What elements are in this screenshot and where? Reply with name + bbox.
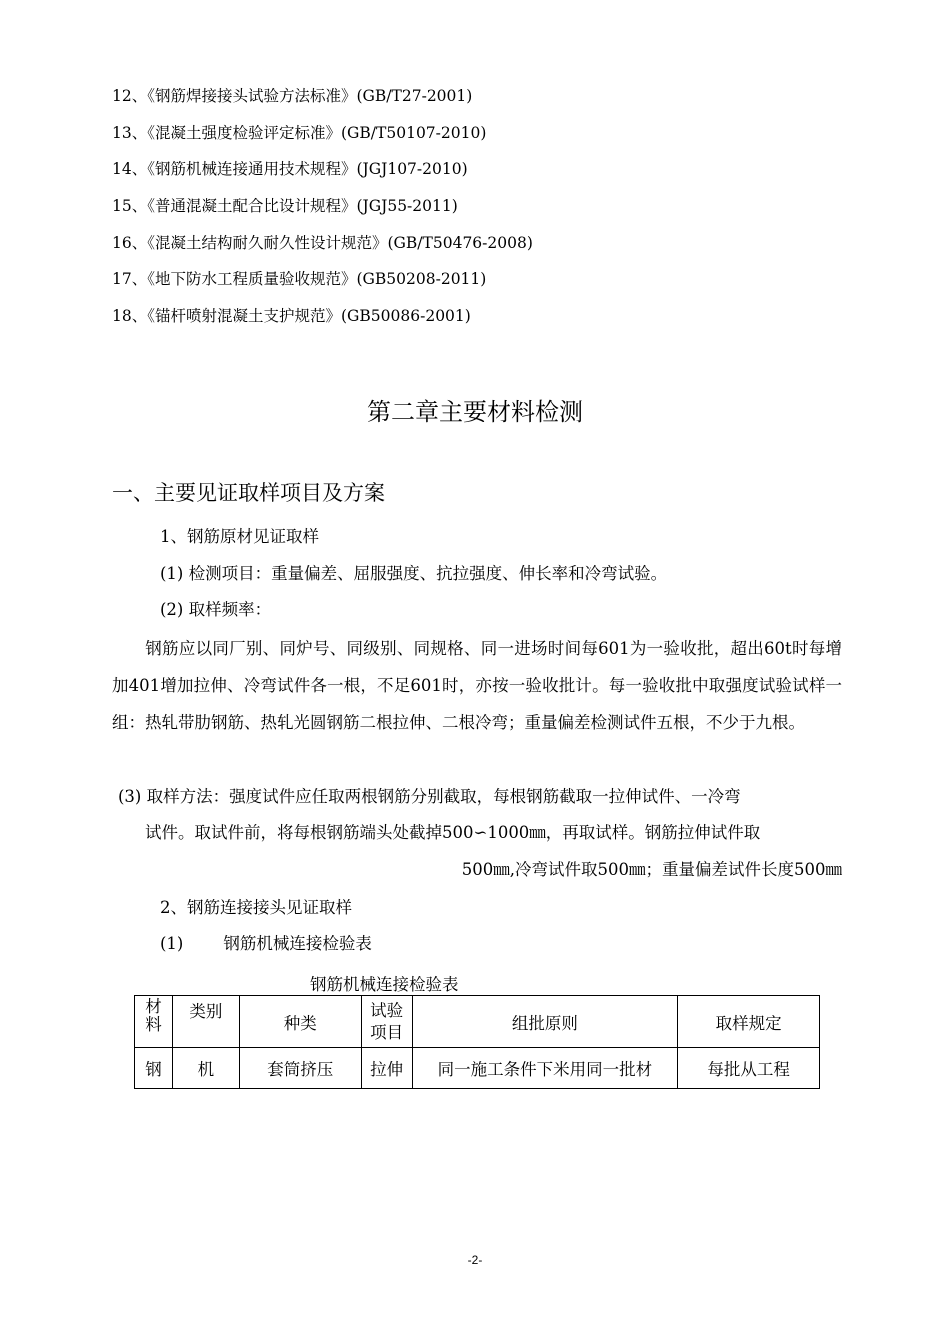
header-cell-category: 类别: [172, 996, 239, 1048]
reference-item: 16、《混凝土结构耐久耐久性设计规范》(GB/T50476-2008): [112, 233, 533, 252]
table-cell: 每批从工程: [678, 1048, 820, 1089]
sampling-method-line-2: 试件。取试件前，将每根钢筋端头处截掉500∽1000㎜，再取试样。钢筋拉伸试件取: [145, 823, 761, 842]
header-text: 材: [145, 997, 162, 1016]
test-items-line: (1) 检测项目：重量偏差、屈服强度、抗拉强度、伸长率和冷弯试验。: [160, 564, 668, 583]
table-cell: 机: [172, 1048, 239, 1089]
table-row: [135, 1048, 820, 1089]
table-cell: 钢: [135, 1048, 173, 1089]
header-cell-batch-rule: 组批原则: [412, 996, 678, 1048]
sampling-method-line-3: 500㎜,冷弯试件取500㎜；重量偏差试件长度500㎜: [461, 860, 842, 879]
frequency-text: 钢筋应以同厂别、同炉号、同级别、同规格、同一进场时间每601为一验收批，超出60t时每增加401增加拉伸、冷弯试件各一根，不足601时，亦按一验收批计。每一验收批中取强度试验试样一组：热轧带肋钢筋、热轧光圆钢筋二根拉伸、二根冷弯；重量偏差检测试件五根，不少于九根。: [112, 639, 842, 732]
joint-table-number: (1): [160, 934, 184, 953]
header-text: 项目: [370, 1022, 404, 1042]
inspection-table: [134, 995, 820, 1089]
sampling-frequency-line: (2) 取样频率：: [160, 600, 272, 619]
reference-item: 17、《地下防水工程质量验收规范》(GB50208-2011): [112, 270, 487, 289]
table-header-row: [135, 996, 820, 1048]
reference-item: 15、《普通混凝土配合比设计规程》(JGJ55-2011): [112, 197, 458, 216]
header-cell-test-item: [361, 996, 412, 1048]
frequency-paragraph: [112, 630, 842, 741]
sampling-method-line: (3) 取样方法：强度试件应任取两根钢筋分别截取，每根钢筋截取一拉伸试件、一冷弯: [118, 787, 741, 806]
table-caption: 钢筋机械连接检验表: [310, 975, 459, 994]
chapter-title: 第二章主要材料检测: [367, 398, 583, 426]
table-cell: 拉伸: [361, 1048, 412, 1089]
header-text: 试验: [370, 1000, 404, 1020]
table-cell: 套筒挤压: [239, 1048, 361, 1089]
header-cell-sampling-rule: 取样规定: [678, 996, 820, 1048]
joint-table-ref: [160, 931, 372, 957]
reference-item: 18、《锚杆喷射混凝土支护规范》(GB50086-2001): [112, 307, 471, 326]
table-cell: 同一施工条件下米用同一批材: [412, 1048, 678, 1089]
reference-item: 14、《钢筋机械连接通用技术规程》(JGJ107-2010): [112, 160, 468, 179]
header-cell-type: 种类: [239, 996, 361, 1048]
header-cell-material: [135, 996, 173, 1048]
section-heading: 一、主要见证取样项目及方案: [112, 481, 385, 505]
page-number: -2-: [467, 1253, 483, 1267]
reference-item: 12、《钢筋焊接接头试验方法标准》(GB/T27-2001): [112, 87, 473, 105]
header-text: 料: [145, 1015, 162, 1034]
reference-list: [112, 84, 533, 341]
joint-table-label: 钢筋机械连接检验表: [223, 934, 372, 953]
reference-item: 13、《混凝土强度检验评定标准》(GB/T50107-2010): [112, 123, 487, 142]
subsection-joint-sampling: 2、钢筋连接接头见证取样: [160, 898, 352, 917]
subsection-rebar-sampling: 1、钢筋原材见证取样: [160, 527, 319, 546]
